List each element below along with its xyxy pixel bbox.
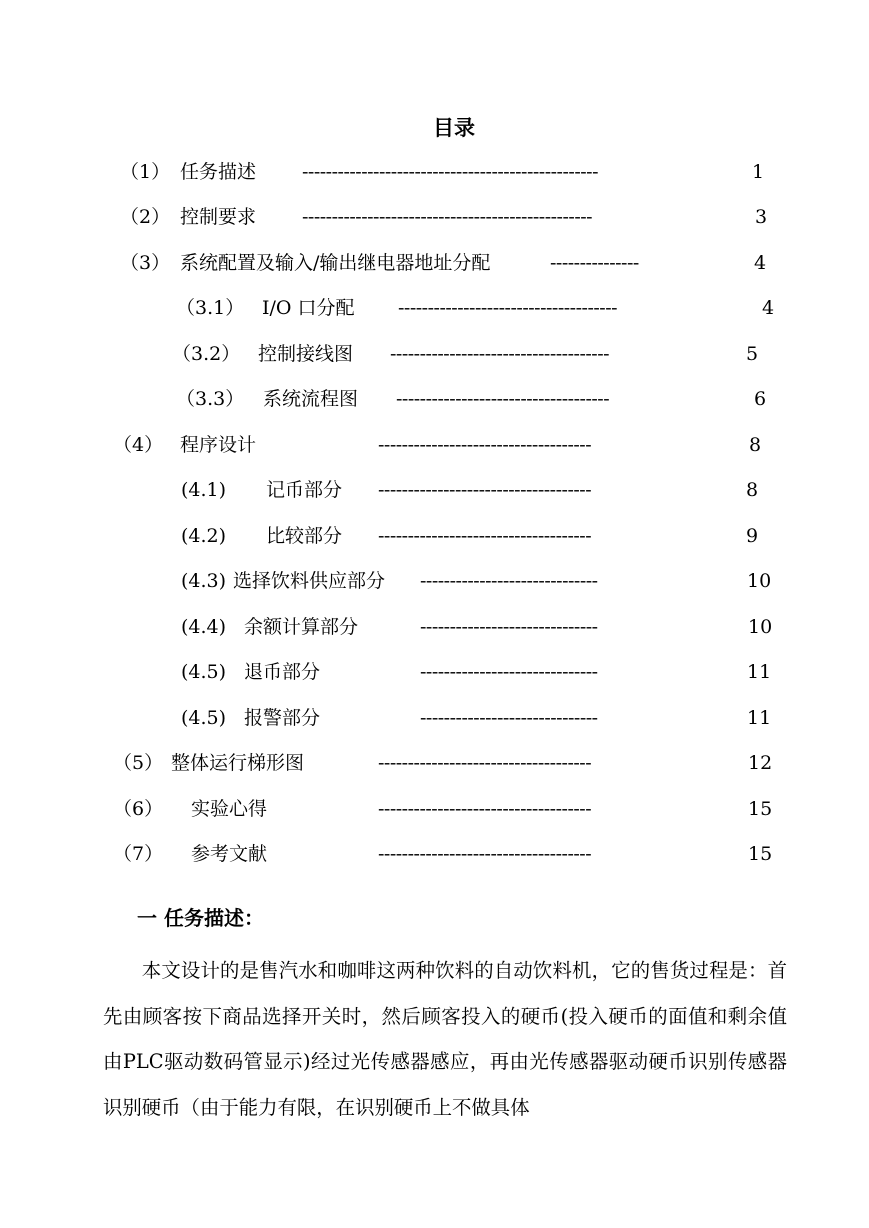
toc-entry-label: 整体运行梯形图 [171,752,305,774]
toc-entry-number: (4.3) [181,570,227,592]
toc-entry-number: (4.5) [181,661,227,683]
toc-entry-label: 记币部分 [266,479,343,501]
toc-entry-number: (4.4) [181,616,227,638]
toc-entry-page: 15 [748,798,773,820]
toc-entry-leader: ------------------------------ [420,616,598,638]
toc-entry-page: 15 [748,843,773,865]
toc-entry-number: （4） [113,434,164,456]
toc-entry-page: 3 [755,206,768,228]
toc-entry-number: （1） [120,161,171,183]
toc-entry-label: 退币部分 [244,661,321,683]
toc-entry [0,202,869,232]
toc-entry [0,475,869,505]
toc-entry-label: 报警部分 [244,707,321,729]
toc-entry-leader: ------------------------------ [420,707,598,729]
toc-entry-number: （3.1） [176,297,245,319]
toc-entry [0,839,869,869]
section-heading: 一 任务描述： [137,906,264,930]
toc-entry [0,703,869,733]
toc-entry-number: (4.1) [181,479,227,501]
toc-entry-page: 8 [749,434,762,456]
toc-entry-leader: ------------------------------------ [378,525,592,547]
toc-entry-number: (4.5) [181,707,227,729]
toc-entry-leader: ------------------------------------ [396,388,610,410]
toc-entry [0,384,869,414]
toc-entry-page: 8 [746,479,759,501]
toc-entry-label: 系统配置及输入/输出继电器地址分配 [180,252,491,274]
toc-entry-leader: --------------- [550,252,639,274]
toc-entry-leader: ------------------------------------ [378,843,592,865]
toc-entry-page: 12 [748,752,773,774]
toc-entry-number: （6） [113,798,164,820]
toc-entry-label: 程序设计 [180,434,257,456]
toc-entry-number: （3） [120,252,171,274]
body-text [103,948,787,1130]
toc-entry-label: 系统流程图 [263,388,359,410]
toc-entry-page: 11 [747,661,772,683]
toc-entry [0,293,869,323]
toc-entry-label: 余额计算部分 [244,616,359,638]
toc-entry-page: 4 [762,297,775,319]
toc-entry-label: 实验心得 [191,798,268,820]
toc-entry [0,248,869,278]
toc-entry-page: 6 [754,388,767,410]
toc-entry-label: 参考文献 [191,843,268,865]
toc-entry [0,566,869,596]
toc-entry-label: 比较部分 [266,525,343,547]
toc-entry-page: 5 [746,343,759,365]
toc-entry-page: 4 [754,252,767,274]
toc-entry-number: （5） [113,752,164,774]
toc-entry-leader: ------------------------------------ [378,434,592,456]
toc-entry [0,339,869,369]
paragraph: 本文设计的是售汽水和咖啡这两种饮料的自动饮料机，它的售货过程是：首先由顾客按下商品选择开关时，然后顾客投入的硬币(投入硬币的面值和剩余值由PLC驱动数码管显示)经过光传感器感应，再由光传感器驱动硬币识别传感器识别硬币（由于能力有限，在识别硬币上不做具体 [103,959,787,1119]
toc-entry-leader: -------------------------------------------------- [302,161,598,183]
toc-entry [0,748,869,778]
toc-entry-number: (4.2) [181,525,227,547]
toc-entry-number: （3.2） [172,343,241,365]
toc-entry-leader: ------------------------------------------------- [302,206,593,228]
toc-entry [0,521,869,551]
toc-entry-page: 10 [748,616,773,638]
toc-entry-leader: ------------------------------ [420,570,598,592]
toc-entry [0,157,869,187]
toc-entry-leader: ------------------------------------ [378,752,592,774]
toc-entry-leader: ------------------------------------ [378,798,592,820]
toc-entry-page: 1 [752,161,765,183]
toc-entry-label: 任务描述 [180,161,257,183]
toc-entry-leader: ------------------------------ [420,661,598,683]
toc-entry [0,430,869,460]
toc-entry [0,657,869,687]
toc-entry-page: 10 [747,570,772,592]
toc-entry-leader: ------------------------------------ [378,479,592,501]
toc-entry-leader: ------------------------------------- [390,343,610,365]
toc-entry-leader: ------------------------------------- [398,297,618,319]
toc-entry-page: 9 [746,525,759,547]
toc-entry-number: （7） [113,843,164,865]
toc-entry-number: （3.3） [176,388,245,410]
toc-entry-label: 选择饮料供应部分 [233,570,386,592]
toc-entry [0,794,869,824]
toc-entry-label: 控制要求 [180,206,257,228]
toc-entry-label: I/O 口分配 [262,297,355,319]
toc-entry [0,612,869,642]
toc-entry-label: 控制接线图 [258,343,354,365]
toc-entry-page: 11 [747,707,772,729]
toc-entry-number: （2） [120,206,171,228]
toc-title: 目录 [433,115,475,140]
